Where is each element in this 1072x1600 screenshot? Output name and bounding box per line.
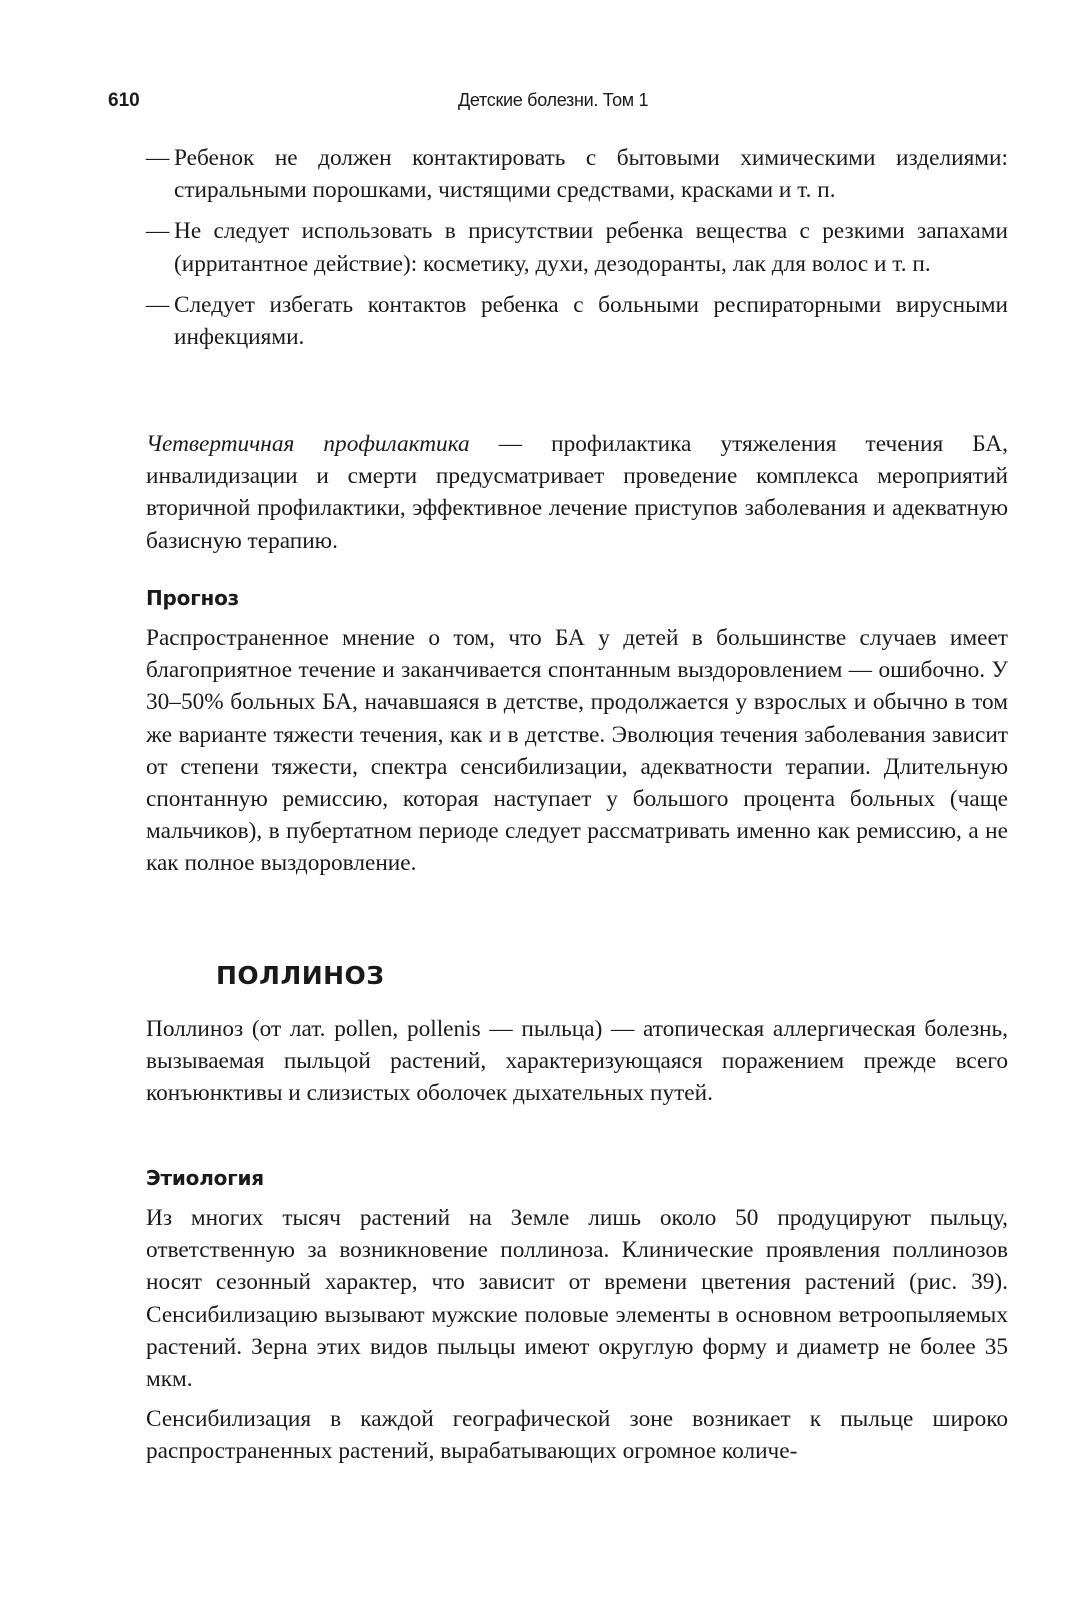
list-item bbox=[146, 215, 1008, 279]
etiology-text-2: Сенсибилизация в каждой географической зоне возникает к пыльце широко распространенных растений, вырабатывающих огромное количе- bbox=[146, 1406, 1008, 1465]
pollinosis-intro-paragraph bbox=[146, 1013, 1008, 1110]
etiology-text-1: Из многих тысяч растений на Земле лишь около 50 продуцируют пыльцу, ответственную за возникновение поллиноза. Клинические проявления поллинозов носят сезонный характер, что зависит от времени цветения растений (рис. 39). Сенсибилизацию вызывают мужские половые элементы в основном ветроопыляемых растений. Зерна этих видов пыльцы имеют округлую форму и диаметр не более 35 мкм. bbox=[146, 1205, 1008, 1393]
quaternary-text: — профилактика утяжеления течения БА, инвалидизации и смерти предусматривает проведение комплекса мероприятий вторичной профилактики, эффективное лечение приступов заболевания и адекватную базисную терапию. bbox=[146, 431, 1009, 554]
quaternary-term: Четвертичная профилактика bbox=[146, 431, 470, 457]
list-dash: — bbox=[146, 218, 170, 245]
list-item bbox=[146, 142, 1008, 206]
prognosis-text: Распространенное мнение о том, что БА у детей в большинстве случаев имеет благоприятное течение и заканчивается спонтанным выздоровлением — ошибочно. У 30–50% больных БА, начавшаяся в детстве, продолжается у взрослых и обычно в том же варианте тяжести течения, как и в детстве. Эволюция течения заболевания зависит от степени тяжести, спектра сенсибилизации, адекватности терапии. Длительную спонтанную ремиссию, которая наступает у большого процента больных (чаще мальчиков), в пубертатном периоде следует рассматривать именно как ремиссию, а не как полное выздоровление. bbox=[146, 625, 1008, 877]
page-number: 610 bbox=[108, 90, 140, 111]
list-item bbox=[146, 289, 1008, 353]
prognosis-heading: Прогноз bbox=[146, 586, 240, 610]
list-dash: — bbox=[146, 145, 170, 171]
prognosis-paragraph bbox=[146, 622, 1008, 880]
running-head bbox=[108, 90, 1008, 120]
list-item-text: Ребенок не должен контактировать с бытовыми химическими изделиями: стиральными порошками, чистящими средствами, красками и т. п. bbox=[174, 145, 1008, 204]
etiology-heading: Этиология bbox=[146, 1166, 264, 1190]
recommendation-list bbox=[146, 142, 1008, 362]
list-item-text: Следует избегать контактов ребенка с больными респираторными вирусными инфекциями. bbox=[174, 291, 1008, 351]
etiology-paragraph-1 bbox=[146, 1202, 1008, 1395]
list-item-text: Не следует использовать в присутствии ребенка вещества с резкими запахами (ирритантное действие): косметику, духи, дезодоранты, лак для волос и т. п. bbox=[174, 218, 1008, 277]
pollinosis-heading: ПОЛЛИНОЗ bbox=[216, 961, 385, 990]
book-title: Детские болезни. Том 1 bbox=[458, 90, 649, 110]
etiology-paragraph-2 bbox=[146, 1403, 1008, 1467]
list-dash: — bbox=[146, 291, 170, 318]
pollinosis-intro-text: Поллиноз (от лат. pollen, pollenis — пыльца) — атопическая аллергическая болезнь, вызываемая пыльцой растений, характеризующаяся поражением прежде всего конъюнктивы и слизистых оболочек дыхательных путей. bbox=[146, 1016, 1008, 1107]
quaternary-prevention-paragraph bbox=[146, 428, 1008, 557]
